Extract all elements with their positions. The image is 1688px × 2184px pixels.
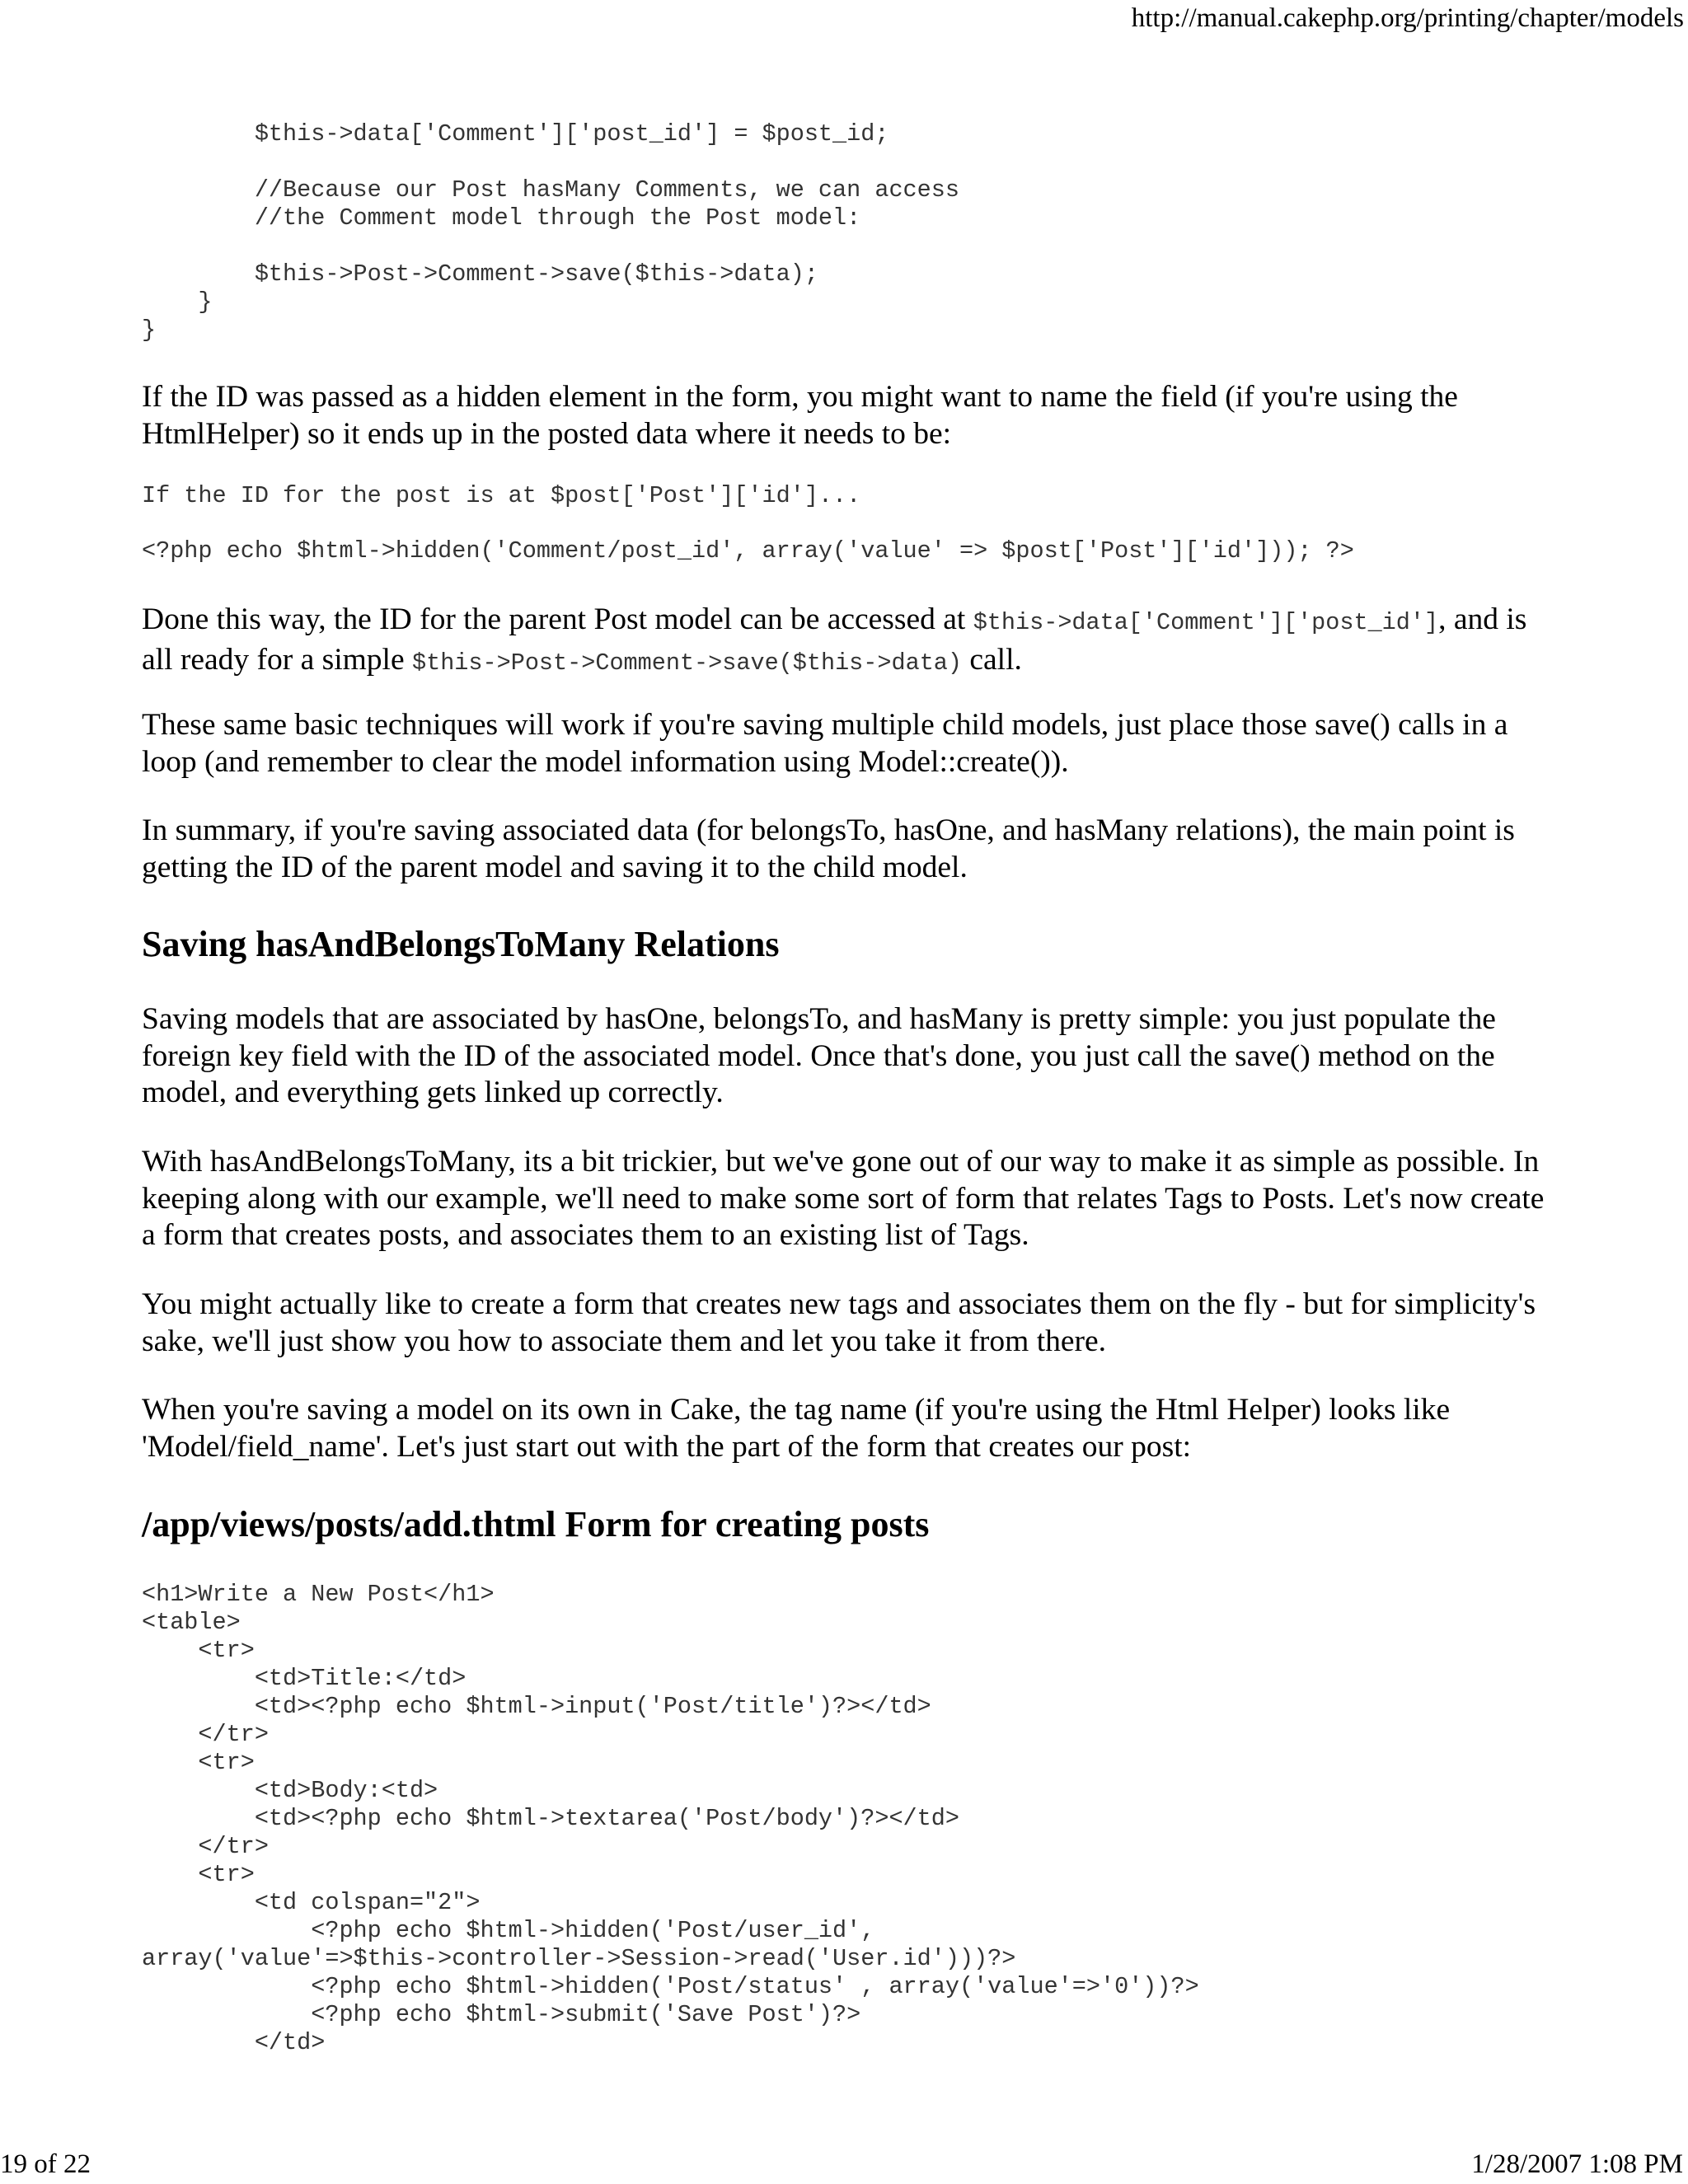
- paragraph-done-this-way: [142, 602, 1559, 682]
- page-url: http://manual.cakephp.org/printing/chapter/models: [1131, 3, 1684, 33]
- code-line-hidden-field: <?php echo $html->hidden('Comment/post_id', array('value' => $post['Post']['id'])); ?>: [142, 537, 1354, 565]
- print-datetime: 1/28/2007 1:08 PM: [1471, 2149, 1683, 2179]
- page-number: 19 of 22: [0, 2149, 91, 2179]
- code-line-post-id: If the ID for the post is at $post['Post']['id']...: [142, 482, 861, 509]
- heading-habtm: Saving hasAndBelongsToMany Relations: [142, 924, 780, 964]
- inline-code-2: $this->Post->Comment->save($this->data): [412, 649, 963, 677]
- paragraph-habtm-trickier: With hasAndBelongsToMany, its a bit trickier, but we've gone out of our way to make it as simple as possible. In keeping along with our example, we'll need to make some sort of form that relates Tags to Posts. Let's now create a form that creates posts, and associates them to an existing list of Tags.: [142, 1145, 1545, 1252]
- paragraph-saving-models: Saving models that are associated by hasOne, belongsTo, and hasMany is pretty simple: you just populate the foreign key field with the ID of the associated model. Once that's done, you just call the save() method on the model, and everything gets linked up correctly.: [142, 1002, 1496, 1109]
- para-text-3: call.: [962, 642, 1022, 677]
- paragraph-hidden-element: If the ID was passed as a hidden element in the form, you might want to name the field (if you're using the HtmlHelper) so it ends up in the posted data where it needs to be:: [142, 380, 1458, 451]
- heading-add-form: /app/views/posts/add.thtml Form for creating posts: [142, 1504, 930, 1544]
- code-block-add-form: <h1>Write a New Post</h1> <table> <tr> <td>Title:</td> <td><?php echo $html->input('Post/title')?></td> </tr> <tr> <td>Body:<td> <td><?php echo $html->textarea('Post/body')?></td> </tr> <tr> <td colspan="2"> <?php echo $html->hidden('Post/user_id', array('value'=>$this->controller->Session->read('User.id')))?> <?php echo $html->hidden('Post/status' , array('value'=>'0'))?> <?php echo $html->submit('Save Post')?> </td>: [142, 1581, 1199, 2056]
- para-text-1: Done this way, the ID for the parent Post model can be accessed at: [142, 602, 973, 636]
- paragraph-tag-name: When you're saving a model on its own in Cake, the tag name (if you're using the Html Helper) looks like 'Model/field_name'. Let's just start out with the part of the form that creates our post:: [142, 1393, 1451, 1464]
- paragraph-summary: In summary, if you're saving associated data (for belongsTo, hasOne, and hasMany relations), the main point is getting the ID of the parent model and saving it to the child model.: [142, 813, 1515, 884]
- code-block-comment-save: $this->data['Comment']['post_id'] = $post_id; //Because our Post hasMany Comments, we can access //the Comment model through the Post model: $this->Post->Comment->save($this->data); } }: [142, 120, 959, 344]
- paragraph-create-tags: You might actually like to create a form that creates new tags and associates them on the fly - but for simplicity's sake, we'll just show you how to associate them and let you take it from there.: [142, 1287, 1536, 1358]
- paragraph-basic-techniques: These same basic techniques will work if you're saving multiple child models, just place those save() calls in a loop (and remember to clear the model information using Model::create()).: [142, 708, 1508, 779]
- inline-code-1: $this->data['Comment']['post_id']: [973, 609, 1439, 636]
- para-text-2: , and is all ready for a simple: [142, 602, 1527, 677]
